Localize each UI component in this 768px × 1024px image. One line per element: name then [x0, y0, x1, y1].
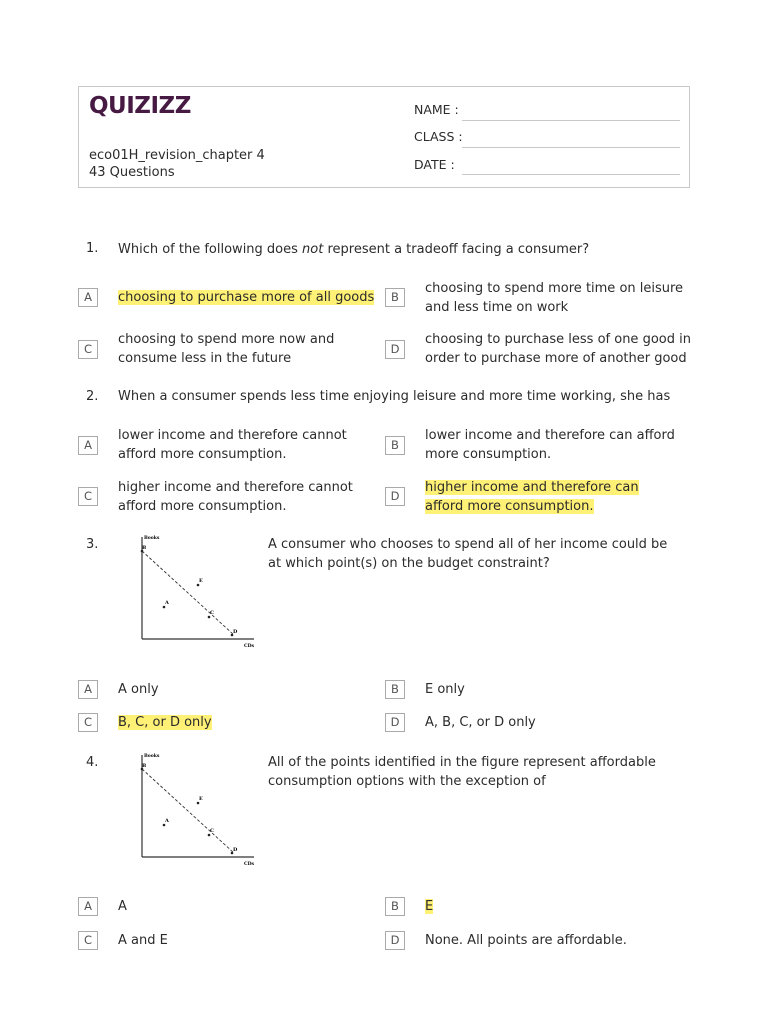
- option-letter-box[interactable]: D: [385, 713, 405, 732]
- name-line[interactable]: [462, 120, 680, 121]
- y-axis-label: Books: [144, 754, 160, 759]
- prompt-text: represent a tradeoff facing a consumer?: [323, 242, 590, 257]
- option-letter-box[interactable]: C: [78, 340, 98, 359]
- option-letter-box[interactable]: A: [78, 288, 98, 307]
- point-label-a: A: [165, 600, 169, 606]
- option-letter-box[interactable]: A: [78, 897, 98, 916]
- option-letter-box[interactable]: C: [78, 713, 98, 732]
- option-text: lower income and therefore cannot afford more consumption.: [118, 428, 347, 462]
- option-letter-box[interactable]: D: [385, 931, 405, 950]
- option-text: A only: [118, 682, 159, 697]
- question-number: 4.: [86, 755, 99, 770]
- point-label-e: E: [199, 578, 203, 584]
- x-axis-label: CDs: [244, 644, 255, 649]
- option-letter-box[interactable]: D: [385, 487, 405, 506]
- point-label-a: A: [165, 818, 169, 824]
- point-label-b: B: [142, 763, 147, 769]
- class-line[interactable]: [462, 147, 680, 148]
- option-text: A and E: [118, 933, 168, 948]
- prompt-emphasis: not: [302, 242, 324, 257]
- question-prompt: When a consumer spends less time enjoying leisure and more time working, she has: [118, 389, 671, 404]
- point-label-e: E: [199, 796, 203, 802]
- question-number: 3.: [86, 537, 99, 552]
- option-text: None. All points are affordable.: [425, 933, 627, 948]
- question-count: 43 Questions: [89, 165, 175, 180]
- point-label-d: D: [233, 629, 238, 635]
- class-label: CLASS :: [414, 129, 463, 144]
- option-letter-box[interactable]: C: [78, 931, 98, 950]
- point-label-c: C: [210, 610, 214, 616]
- option-text: choosing to purchase less of one good in order to purchase more of another good: [425, 332, 691, 366]
- worksheet-title: eco01H_revision_chapter 4: [89, 148, 265, 163]
- option-text: choosing to spend more now and consume less in the future: [118, 332, 335, 366]
- option-letter-box[interactable]: D: [385, 340, 405, 359]
- point-label-b: B: [142, 545, 147, 551]
- option-text: choosing to purchase more of all goods: [118, 290, 375, 305]
- date-line[interactable]: [462, 174, 680, 175]
- option-text: B, C, or D only: [118, 715, 212, 730]
- point-label-c: C: [210, 828, 214, 834]
- prompt-text: Which of the following does: [118, 242, 303, 257]
- option-letter-box[interactable]: A: [78, 680, 98, 699]
- option-text: A: [118, 899, 127, 914]
- budget-constraint-figure: [130, 751, 260, 869]
- option-letter-box[interactable]: C: [78, 487, 98, 506]
- option-text: E: [425, 899, 434, 914]
- question-number: 2.: [86, 389, 99, 404]
- date-label: DATE :: [414, 157, 455, 172]
- name-label: NAME :: [414, 102, 459, 117]
- option-letter-box[interactable]: B: [385, 436, 405, 455]
- point-label-d: D: [233, 847, 238, 853]
- worksheet-header: [78, 86, 690, 188]
- question-number: 1.: [86, 241, 99, 256]
- budget-constraint-figure: [130, 533, 260, 651]
- option-text: E only: [425, 682, 465, 697]
- question-prompt: All of the points identified in the figure represent affordable consumption options with the exception of: [268, 755, 656, 789]
- option-letter-box[interactable]: B: [385, 680, 405, 699]
- option-letter-box[interactable]: B: [385, 897, 405, 916]
- option-text: lower income and therefore can afford more consumption.: [425, 428, 675, 462]
- x-axis-label: CDs: [244, 862, 255, 867]
- option-text: choosing to spend more time on leisure and less time on work: [425, 281, 684, 315]
- option-letter-box[interactable]: B: [385, 288, 405, 307]
- option-text: A, B, C, or D only: [425, 715, 536, 730]
- quizizz-logo: QUIZIZZ: [89, 93, 191, 119]
- y-axis-label: Books: [144, 536, 160, 541]
- option-letter-box[interactable]: A: [78, 436, 98, 455]
- option-text: higher income and therefore can afford more consumption.: [425, 480, 639, 514]
- question-prompt: [118, 240, 688, 259]
- option-text: higher income and therefore cannot afford more consumption.: [118, 480, 353, 514]
- question-prompt: A consumer who chooses to spend all of her income could be at which point(s) on the budget constraint?: [268, 537, 668, 571]
